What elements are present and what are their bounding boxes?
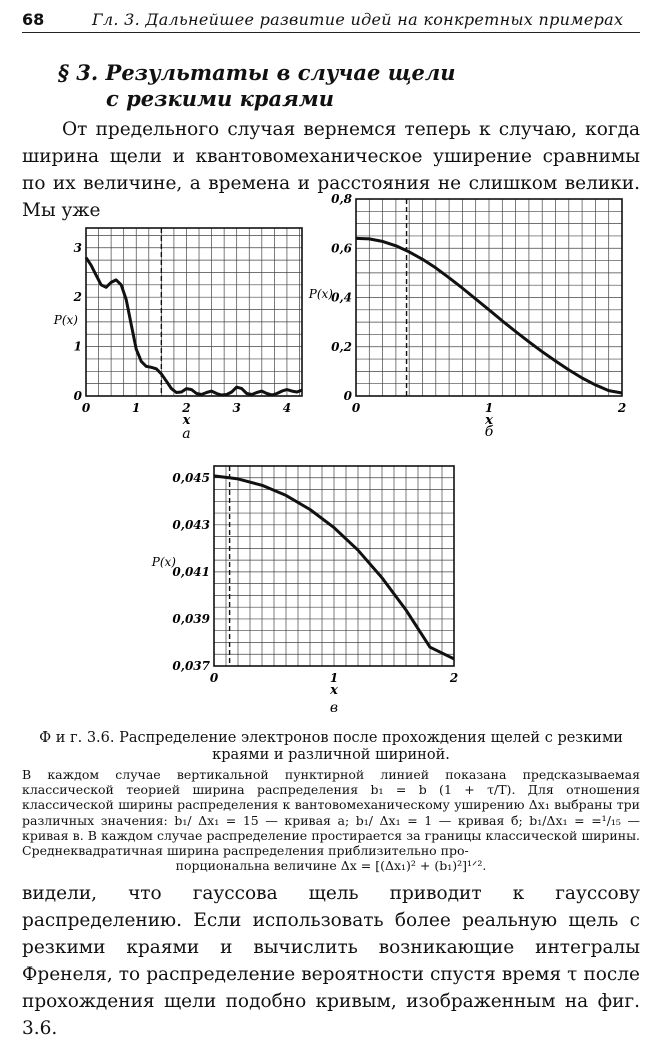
x-tick-label: 4 <box>282 401 292 415</box>
panel-label: а <box>182 426 191 442</box>
y-tick-label: 0,043 <box>172 517 210 532</box>
y-tick-label: 0,4 <box>331 290 352 305</box>
y-axis-label: P(x) <box>151 555 176 569</box>
y-tick-label: 0 <box>73 389 82 403</box>
x-tick-label: 2 <box>449 671 459 685</box>
x-axis-label: x <box>485 413 493 428</box>
x-tick-label: 0 <box>351 401 361 415</box>
x-axis-label: x <box>330 683 338 698</box>
figure-caption: Ф и г. 3.6. Распределение электронов после прохождения щелей с резкими краями и различной шириной. <box>39 730 623 763</box>
y-axis-label: P(x) <box>308 287 333 301</box>
x-tick-label: 2 <box>617 401 627 415</box>
chart-b <box>308 192 626 440</box>
running-title: Гл. 3. Дальнейшее развитие идей на конкретных примерах <box>92 10 624 29</box>
chart-v <box>151 466 458 716</box>
y-tick-label: 3 <box>73 240 82 255</box>
y-tick-label: 0,8 <box>331 192 352 206</box>
y-tick-label: 0,039 <box>172 611 210 626</box>
y-tick-label: 0,045 <box>172 470 210 485</box>
page-number: 68 <box>22 10 45 29</box>
x-tick-label: 1 <box>132 401 141 415</box>
x-tick-label: 1 <box>484 401 494 415</box>
figure-note-formula: порциональна величине Δx = [(Δx₁)² + (b₁)²]¹ᐟ². <box>175 858 487 874</box>
y-axis-label: P(x) <box>53 313 78 327</box>
figure-note <box>22 767 640 873</box>
figure-note-body: В каждом случае вертикальной пунктирной линией показана предсказываемая классической теорией ширина распределения b₁ = b (1 + τ/T). Для отношения классической ширины распределения к вантовомеханическому уширению Δx₁ выбраны три различных значения: b₁/ Δx₁ = 15 — кривая а; b₁/ Δx₁ = 1 — кривая б; b₁/Δx₁ = =¹/₁₅ — кривая в. В каждом случае распределение простирается за границы классической ширины. Среднеквадратичная ширина распределения приблизительно про- <box>22 767 640 859</box>
x-tick-label: 3 <box>232 401 241 415</box>
y-tick-label: 0,2 <box>331 339 352 354</box>
y-tick-label: 1 <box>73 339 82 354</box>
chart-a <box>53 228 302 442</box>
plot-frame <box>86 228 302 396</box>
y-tick-label: 0,037 <box>172 659 210 673</box>
x-axis-label: x <box>182 413 191 428</box>
x-tick-label: 0 <box>81 401 91 415</box>
section-heading-line2: с резкими краями <box>106 86 335 111</box>
panel-label: б <box>484 424 494 440</box>
paragraph-bottom: видели, что гауссова щель приводит к гауссову распределению. Если использовать более реальную щель с резкими краями и вычислить возникающие интегралы Френеля, то распределение вероятности спустя время τ после прохождения щели подобно кривым, изображенным на фиг. 3.6. <box>22 883 640 1039</box>
x-tick-label: 1 <box>329 671 339 685</box>
x-tick-label: 2 <box>182 401 191 415</box>
y-tick-label: 2 <box>73 290 82 305</box>
y-tick-label: 0,6 <box>331 241 352 256</box>
series-line <box>86 258 302 395</box>
paragraph-top: От предельного случая вернемся теперь к случаю, когда ширина щели и квантовомеханическое уширение сравнимы по их величине, а времена и расстояния не слишком велики. Мы уже <box>22 119 640 221</box>
panel-label: в <box>329 700 339 716</box>
section-heading-line1: § 3. Результаты в случае щели <box>58 60 456 85</box>
x-tick-label: 0 <box>209 671 219 685</box>
y-tick-label: 0 <box>343 389 352 403</box>
y-tick-label: 0,041 <box>172 564 210 579</box>
